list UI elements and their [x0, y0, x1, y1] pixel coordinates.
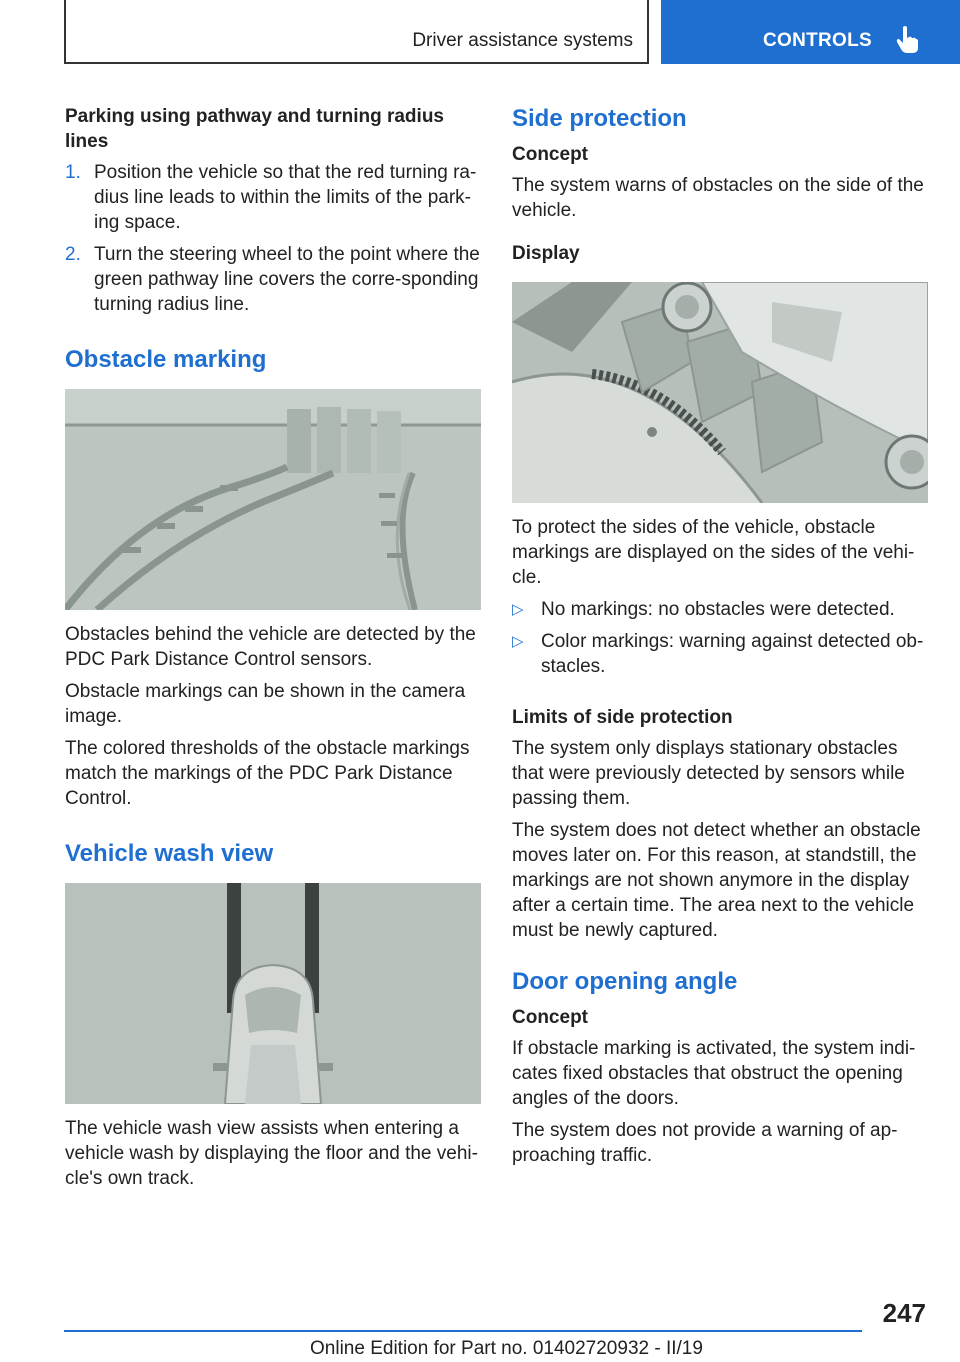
bullet-text: Color markings: warning against detected ob‐stacles. — [541, 631, 924, 677]
list-item — [65, 160, 482, 235]
header-chapter-title: CONTROLS — [763, 30, 873, 51]
obstacle-marking-heading: Obstacle marking — [65, 346, 267, 373]
left-column — [65, 104, 482, 1198]
footer-edition: Online Edition for Part no. 01402720932 - II/19 — [310, 1338, 703, 1359]
door-opening-heading: Door opening angle — [512, 968, 738, 995]
limits-paragraph: The system does not detect whether an obstacle moves later on. For this reason, at standstill, the markings are not shown anymore in the display after a certain time. The area next to the vehicle must be newly captured. — [512, 820, 921, 941]
triangle-bullet-icon: ▷ — [512, 601, 524, 618]
limits-label: Limits of side protection — [512, 707, 733, 728]
triangle-bullet-icon: ▷ — [512, 633, 524, 650]
footer-divider — [64, 1330, 862, 1332]
header-section-title: Driver assistance systems — [412, 30, 633, 51]
step-text: Position the vehicle so that the red turning ra‐dius line leads to within the limits of the park‐ing space. — [94, 162, 477, 233]
obstacle-paragraph: The colored thresholds of the obstacle markings match the markings of the PDC Park Distance Control. — [65, 738, 470, 809]
step-number: 2. — [65, 244, 81, 265]
vehicle-wash-image — [65, 883, 481, 1104]
parking-steps — [65, 160, 482, 317]
door-concept-label: Concept — [512, 1007, 588, 1028]
list-item — [65, 242, 482, 317]
vehicle-wash-paragraph: The vehicle wash view assists when entering a vehicle wash by displaying the floor and the vehi‐cle's own track. — [65, 1118, 478, 1189]
list-item — [512, 629, 930, 679]
step-text: Turn the steering wheel to the point where the green pathway line covers the corre‐sponding turning radius line. — [94, 244, 480, 315]
door-paragraph: The system does not provide a warning of ap‐proaching traffic. — [512, 1120, 898, 1166]
concept-label: Concept — [512, 144, 588, 165]
header-chapter-box — [661, 0, 960, 64]
obstacle-marking-image — [65, 389, 481, 610]
display-label: Display — [512, 243, 580, 264]
display-paragraph: To protect the sides of the vehicle, obstacle markings are displayed on the sides of the vehi‐cle. — [512, 517, 915, 588]
limits-paragraph: The system only displays stationary obstacles that were previously detected by sensors while passing them. — [512, 738, 905, 809]
side-protection-image — [512, 282, 928, 503]
obstacle-paragraph: Obstacles behind the vehicle are detected by the PDC Park Distance Control sensors. — [65, 624, 476, 670]
header-section-box — [64, 0, 649, 64]
vehicle-wash-heading: Vehicle wash view — [65, 840, 274, 867]
parking-heading: Parking using pathway and turning radius lines — [65, 106, 444, 152]
right-column — [512, 104, 930, 1175]
page-number: 247 — [882, 1298, 926, 1328]
list-item — [512, 597, 930, 622]
bullet-text: No markings: no obstacles were detected. — [541, 599, 895, 620]
pointing-hand-icon — [895, 25, 921, 55]
step-number: 1. — [65, 162, 81, 183]
obstacle-paragraph: Obstacle markings can be shown in the camera image. — [65, 681, 466, 727]
concept-paragraph: The system warns of obstacles on the side of the vehicle. — [512, 175, 924, 221]
side-protection-heading: Side protection — [512, 105, 687, 132]
door-paragraph: If obstacle marking is activated, the system indi‐cates fixed obstacles that obstruct the opening angles of the doors. — [512, 1038, 916, 1109]
display-bullets — [512, 597, 930, 679]
